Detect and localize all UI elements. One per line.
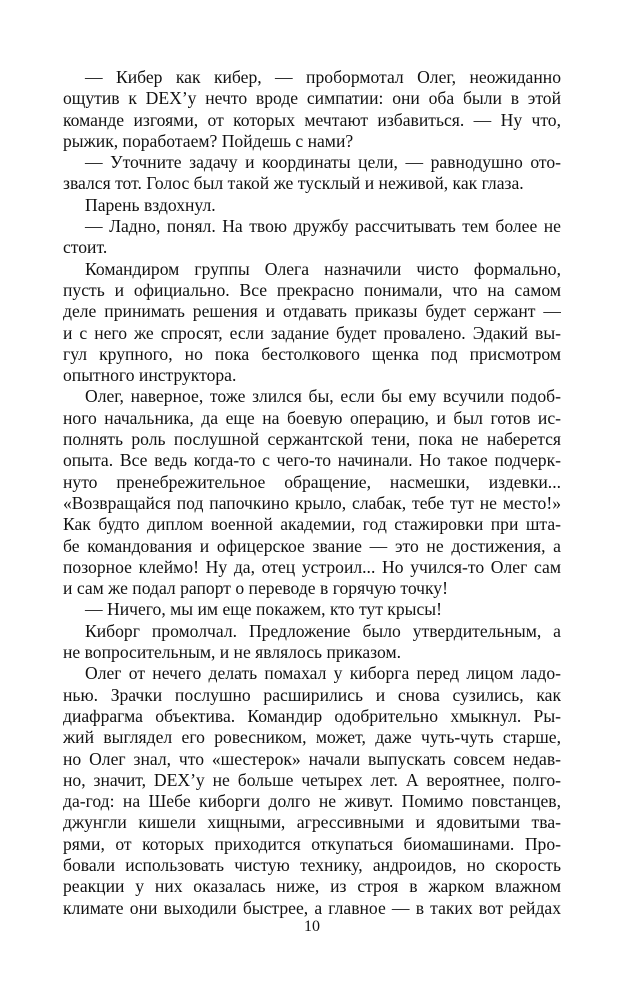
text-line: — Ничего, мы им еще покажем, кто тут крысы! xyxy=(85,599,442,620)
text-line: реакции у них оказалась ниже, из строя в жарком влажном xyxy=(63,876,561,897)
text-line: Командиром группы Олега назначили чисто формально, xyxy=(85,258,561,279)
text-line: бе командования и офицерское звание — это не достижения, а xyxy=(63,535,561,556)
text-line: гул крупного, но пока бестолкового щенка под присмотром xyxy=(63,343,561,364)
text-line: Олег, наверное, тоже злился бы, если бы ему всучили подоб- xyxy=(85,386,561,407)
text-line: полнять роль послушной сержантской тени, пока не наберется xyxy=(63,429,561,450)
text-line: ощутив к DEX’у нечто вроде симпатии: они оба были в этой xyxy=(63,88,561,109)
text-line: рями, от которых приходится откупаться биомашинами. Про- xyxy=(63,833,561,854)
text-line: но, значит, DEX’у не больше четырех лет. А вероятнее, полго- xyxy=(63,769,561,790)
text-line: пусть и официально. Все прекрасно понимали, что на самом xyxy=(63,279,561,300)
text-line: стоит. xyxy=(63,237,108,258)
page-body xyxy=(63,67,561,919)
text-line: рыжик, поработаем? Пойдешь с нами? xyxy=(63,130,354,151)
text-line: не вопросительным, и не являлось приказом. xyxy=(63,642,402,663)
text-line: нуто пренебрежительное обращение, насмешки, издевки... xyxy=(63,471,561,492)
text-line: Киборг промолчал. Предложение было утвердительным, а xyxy=(85,620,561,641)
text-line: и сам же подал рапорт о переводе в горячую точку! xyxy=(63,578,448,599)
page-number: 10 xyxy=(304,918,320,935)
text-line: Олег от нечего делать помахал у киборга перед лицом ладо- xyxy=(85,663,561,684)
text-line: деле принимать решения и отдавать приказы будет сержант — xyxy=(63,301,561,322)
text-line: нью. Зрачки послушно расширились и снова сузились, как xyxy=(63,684,561,705)
text-line: да-год: на Шебе киборги долго не живут. Помимо повстанцев, xyxy=(63,791,561,812)
text-line: диафрагма объектива. Командир одобрительно хмыкнул. Ры- xyxy=(63,705,561,726)
text-line: ного начальника, да еще на боевую операцию, и был готов ис- xyxy=(63,407,561,428)
text-line: но Олег знал, что «шестерок» начали выпускать совсем недав- xyxy=(63,748,561,769)
text-line: Парень вздохнул. xyxy=(85,194,216,215)
text-line: жий выглядел его ровесником, может, даже чуть-чуть старше, xyxy=(63,727,561,748)
text-line: опыта. Все ведь когда-то с чего-то начинали. Но такое подчерк- xyxy=(63,450,561,471)
text-line: бовали использовать чистую технику, андроидов, но скорость xyxy=(63,854,561,875)
text-line: Как будто диплом военной академии, год стажировки при шта- xyxy=(63,514,561,535)
text-line: — Ладно, понял. На твою дружбу рассчитывать тем более не xyxy=(85,216,561,237)
text-line: звался тот. Голос был такой же тусклый и неживой, как глаза. xyxy=(63,173,524,194)
text-line: опытного инструктора. xyxy=(63,365,237,386)
text-line: позорное клеймо! Ну да, отец устроил... Но учился-то Олег сам xyxy=(63,556,561,577)
text-line: — Уточните задачу и координаты цели, — равнодушно ото- xyxy=(85,152,561,173)
text-line: — Кибер как кибер, — пробормотал Олег, неожиданно xyxy=(85,67,561,87)
text-line: климате они выходили быстрее, а главное — в таких вот рейдах xyxy=(63,897,561,918)
text-line: команде изгоями, от которых мечтают избавиться. — Ну что, xyxy=(63,109,561,130)
text-line: и с него же спросят, если задание будет провалено. Эдакий вы- xyxy=(63,322,561,343)
text-line: «Возвращайся под папочкино крыло, слабак, тебе тут не место!» xyxy=(63,492,561,513)
text-line: джунгли кишели хищными, агрессивными и ядовитыми тва- xyxy=(63,812,561,833)
